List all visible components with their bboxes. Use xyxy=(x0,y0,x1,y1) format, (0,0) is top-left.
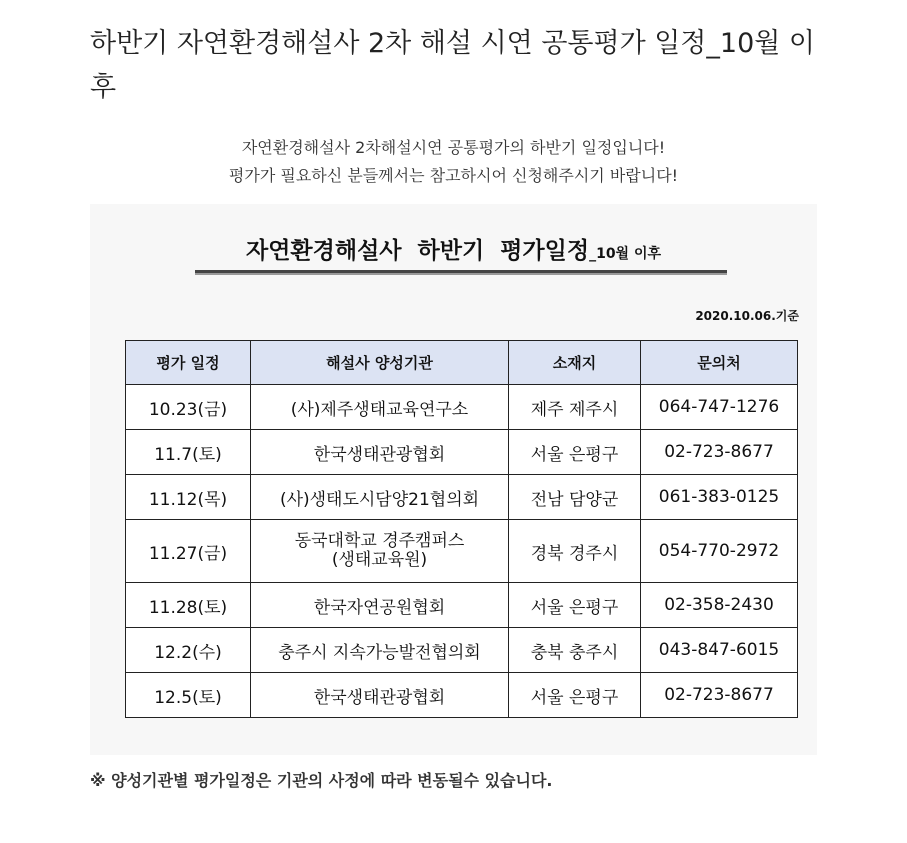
cell-phone: 02-723-8677 xyxy=(641,673,798,718)
header-date: 평가 일정 xyxy=(126,341,251,385)
cell-location: 충북 충주시 xyxy=(509,628,641,673)
header-org: 해설사 양성기관 xyxy=(251,341,509,385)
cell-date: 10.23(금) xyxy=(126,385,251,430)
intro-line-1: 자연환경해설사 2차해설시연 공통평가의 하반기 일정입니다! xyxy=(241,138,666,157)
schedule-image-panel xyxy=(90,204,817,755)
header-contact: 문의처 xyxy=(641,341,798,385)
cell-org: (사)제주생태교육연구소 xyxy=(251,385,509,430)
cell-date: 11.7(토) xyxy=(126,430,251,475)
cell-date: 12.2(수) xyxy=(126,628,251,673)
panel-title-main: 자연환경해설사 하반기 평가일정 xyxy=(245,238,590,264)
cell-date: 11.27(금) xyxy=(126,520,251,583)
header-location: 소재지 xyxy=(509,341,641,385)
cell-phone: 02-358-2430 xyxy=(641,583,798,628)
date-note: 2020.10.06.기준 xyxy=(695,309,799,323)
cell-location: 전남 담양군 xyxy=(509,475,641,520)
page-title: 하반기 자연환경해설사 2차 해설 시연 공통평가 일정_10월 이후 xyxy=(90,28,815,103)
cell-location: 제주 제주시 xyxy=(509,385,641,430)
cell-phone: 02-723-8677 xyxy=(641,430,798,475)
cell-date: 12.5(토) xyxy=(126,673,251,718)
table-header-row xyxy=(126,341,798,385)
schedule-table xyxy=(125,340,798,718)
cell-date: 11.28(토) xyxy=(126,583,251,628)
panel-title xyxy=(90,232,817,265)
table-row xyxy=(126,475,798,520)
table-row xyxy=(126,673,798,718)
cell-phone: 043-847-6015 xyxy=(641,628,798,673)
footnote: ※ 양성기관별 평가일정은 기관의 사정에 따라 변동될수 있습니다. xyxy=(90,771,553,790)
cell-org: 동국대학교 경주캠퍼스 (생태교육원) xyxy=(251,520,509,583)
cell-location: 서울 은평구 xyxy=(509,583,641,628)
table-row xyxy=(126,520,798,583)
cell-location: 서울 은평구 xyxy=(509,430,641,475)
cell-phone: 061-383-0125 xyxy=(641,475,798,520)
table-row xyxy=(126,628,798,673)
table-row xyxy=(126,583,798,628)
cell-org: 한국생태관광협회 xyxy=(251,673,509,718)
cell-location: 서울 은평구 xyxy=(509,673,641,718)
cell-org: (사)생태도시담양21협의회 xyxy=(251,475,509,520)
title-underline xyxy=(195,270,727,273)
panel-title-suffix: _10월 이후 xyxy=(589,246,662,262)
cell-date: 11.12(목) xyxy=(126,475,251,520)
cell-location: 경북 경주시 xyxy=(509,520,641,583)
cell-phone: 064-747-1276 xyxy=(641,385,798,430)
cell-org: 한국자연공원협회 xyxy=(251,583,509,628)
cell-phone: 054-770-2972 xyxy=(641,520,798,583)
table-row xyxy=(126,430,798,475)
cell-org: 충주시 지속가능발전협의회 xyxy=(251,628,509,673)
cell-org: 한국생태관광협회 xyxy=(251,430,509,475)
table-row xyxy=(126,385,798,430)
intro-line-2: 평가가 필요하신 분들께서는 참고하시어 신청해주시기 바랍니다! xyxy=(228,166,679,185)
